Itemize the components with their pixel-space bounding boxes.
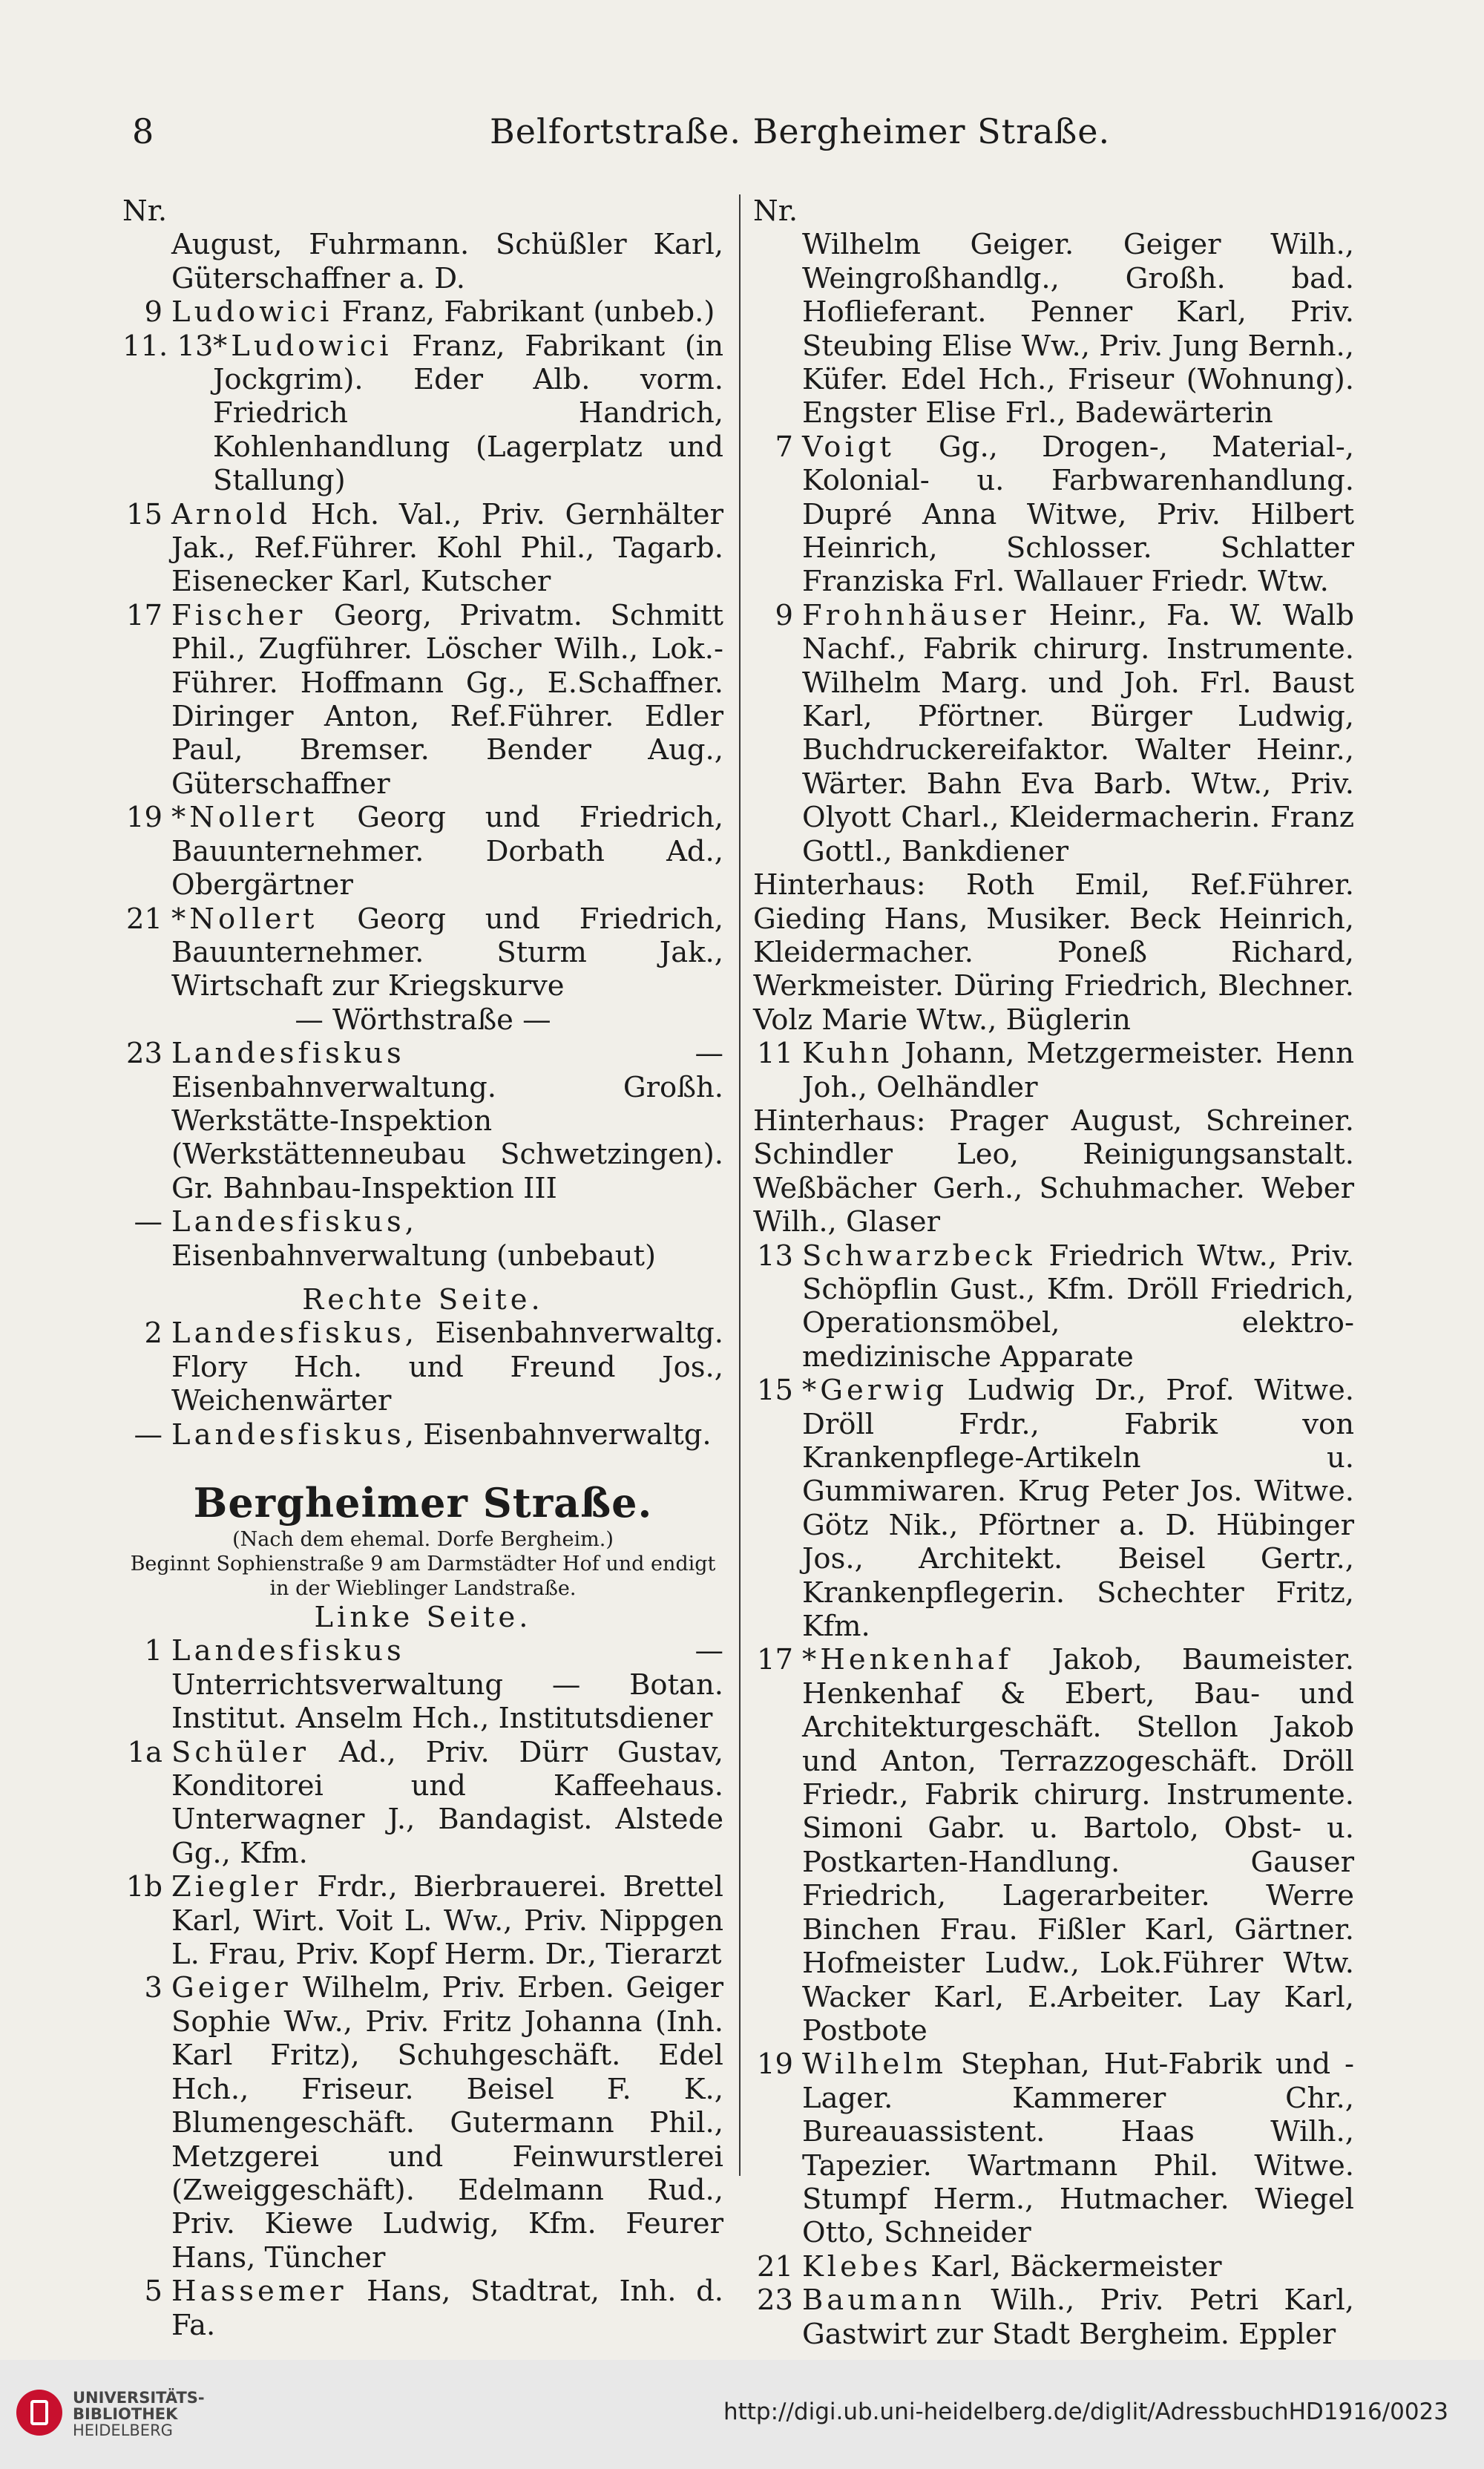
owner-name: Ziegler [171, 1870, 301, 1904]
street-note: (Nach dem ehemal. Dorfe Bergheim.) [232, 1528, 614, 1552]
owner-name: Schwarzbeck [802, 1239, 1036, 1273]
entry-text: Heinr., Fa. W. Walb Nachf., Fabrik chirurg. Instrumente. Wilhelm Marg. und Joh. Frl. Baust Karl, Pförtner. Bürger Ludwig, Buchdruckereifaktor. Walter Heinr., Wärter. Bahn Eva Barb. Wtw., Priv. Olyott Charl., Kleidermacherin. Franz Gottl., Bankdiener [802, 598, 1354, 868]
house-number: 15 [126, 497, 162, 531]
entry-text: Gg., Drogen-, Material-, Kolonial- u. Farbwarenhandlung. Dupré Anna Witwe, Priv. Hilbert Heinrich, Schlosser. Schlatter Franziska Frl. Wallauer Friedr. Wtw. [802, 430, 1354, 599]
owner-name: *Ludowici [213, 329, 393, 363]
address-entry [122, 1205, 723, 1273]
house-number: 19 [126, 801, 162, 835]
right-column [753, 194, 1354, 2351]
owner-name: Landesfiskus [171, 1205, 405, 1239]
owner-name: Landesfiskus [171, 1417, 405, 1452]
owner-name: Schüler [171, 1735, 310, 1769]
house-number: 17 [126, 598, 162, 632]
nr-heading: Nr. [753, 194, 798, 228]
address-entry [122, 1634, 723, 1735]
side-heading-right: Rechte Seite. [302, 1282, 544, 1317]
university-seal-icon [16, 2390, 62, 2436]
entry-continuation: August, Fuhrmann. Schüßler Karl, Güterschaffner a. D. [171, 228, 723, 295]
house-number: 11 [757, 1037, 793, 1071]
address-entry [122, 1418, 723, 1452]
hinterhaus-note: Hinterhaus: Prager August, Schreiner. Schindler Leo, Reinigungsanstalt. Weßbächer Gerh., Schuhmacher. Weber Wilh., Glaser [753, 1104, 1354, 1239]
owner-name: Voigt [802, 430, 895, 464]
house-number: 23 [126, 1037, 162, 1071]
entry-text: , Eisenbahnverwaltg. Flory Hch. und Freund Jos., Weichenwärter [171, 1317, 723, 1418]
house-number: 5 [144, 2275, 162, 2309]
house-number: 3 [144, 1971, 162, 2005]
house-number: 9 [775, 598, 793, 632]
viewer-footer-bar [0, 2360, 1484, 2469]
entry-text: Georg, Privatm. Schmitt Phil., Zugführer. Löscher Wilh., Lok.-Führer. Hoffmann Gg., E.Schaffner. Diringer Anton, Ref.Führer. Edler Paul, Bremser. Bender Aug., Güterschaffner [171, 598, 723, 801]
address-entry [122, 1037, 723, 1205]
address-entry [753, 2250, 1354, 2283]
running-head: Belfortstraße. Bergheimer Straße. [490, 111, 1111, 151]
address-entry [753, 430, 1354, 599]
entry-text: Wilh., Priv. Petri Karl, Gastwirt zur Stadt Bergheim. Eppler [802, 2283, 1354, 2351]
owner-name: Klebes [802, 2249, 922, 2283]
entry-text: Franz, Fabrikant (unbeb.) [332, 295, 715, 329]
address-entry [122, 1317, 723, 1417]
owner-name: Landesfiskus [171, 1037, 405, 1071]
owner-name: Geiger [171, 1971, 292, 2005]
page-number: 8 [132, 111, 154, 151]
owner-name: Ludowici [171, 295, 333, 329]
house-number: 23 [757, 2283, 793, 2318]
house-number: — [134, 1205, 162, 1239]
entry-text: Georg und Friedrich, Bauunternehmer. Dorbath Ad., Obergärtner [171, 801, 723, 902]
entry-text: , Eisenbahnverwaltung (unbebaut) [171, 1205, 656, 1273]
entry-list [122, 1317, 723, 1452]
street-title: Bergheimer Straße. [193, 1479, 653, 1527]
address-entry [122, 1870, 723, 1971]
owner-name: Arnold [171, 497, 292, 531]
house-number: 21 [757, 2249, 793, 2283]
entry-text: Johann, Metzgermeister. Henn Joh., Oelhändler [802, 1037, 1354, 1104]
address-entry [753, 1643, 1354, 2047]
house-number: 9 [144, 295, 162, 329]
house-number: 13 [757, 1239, 793, 1273]
hinterhaus-note: Hinterhaus: Roth Emil, Ref.Führer. Gieding Hans, Musiker. Beck Heinrich, Kleidermacher. Poneß Richard, Werkmeister. Düring Friedrich, Blechner. Volz Marie Wtw., Büglerin [753, 868, 1354, 1037]
left-column [122, 194, 723, 2342]
house-number: 17 [757, 1643, 793, 1677]
entry-list [122, 1037, 723, 1273]
owner-name: Hassemer [171, 2275, 347, 2309]
side-heading-left: Linke Seite. [314, 1601, 532, 1635]
entry-text: Franz, Fabrikant (in Jockgrim). Eder Alb. vorm. Friedrich Handrich, Kohlenhandlung (Lagerplatz und Stallung) [213, 329, 723, 498]
house-number: 15 [757, 1374, 793, 1408]
street-description: Beginnt Sophienstraße 9 am Darmstädter Hof und endigt in der Wieblinger Landstraße. [130, 1552, 716, 1601]
address-entry [122, 1736, 723, 1871]
owner-name: Wilhelm [802, 2047, 947, 2082]
house-number: — [134, 1417, 162, 1452]
address-entry [753, 2047, 1354, 2249]
house-number: 21 [126, 902, 162, 936]
entry-text: Wilhelm, Priv. Erben. Geiger Sophie Ww., Priv. Fritz Johanna (Inh. Karl Fritz), Schuhgeschäft. Edel Hch., Friseur. Beisel F. K., Blumengeschäft. Gutermann Phil., Metzgerei und Feinwurstlerei (Zweiggeschäft). Edelmann Rud., Priv. Kiewe Ludwig, Kfm. Feurer Hans, Tüncher [171, 1971, 723, 2275]
address-entry [122, 599, 723, 801]
entry-list [122, 295, 723, 1003]
address-entry [122, 295, 723, 329]
owner-name: *Gerwig [802, 1374, 948, 1408]
owner-name: Landesfiskus [171, 1317, 405, 1351]
owner-name: Baumann [802, 2283, 966, 2318]
address-entry [122, 329, 723, 498]
address-entry [122, 2275, 723, 2342]
address-entry [753, 1374, 1354, 1643]
library-name: UNIVERSITÄTS- BIBLIOTHEK HEIDELBERG [73, 2389, 205, 2439]
entry-list [753, 1239, 1354, 2351]
house-number: 1 [144, 1634, 162, 1668]
column-divider [739, 194, 741, 2176]
permalink-url[interactable]: http://digi.ub.uni-heidelberg.de/diglit/AdressbuchHD1916/0023 [723, 2398, 1448, 2425]
entry-text: — Unterrichtsverwaltung — Botan. Institut. Anselm Hch., Institutsdiener [171, 1634, 723, 1736]
entry-list [753, 430, 1354, 868]
entry-text: Friedrich Wtw., Priv. Schöpflin Gust., Kfm. Dröll Friedrich, Operationsmöbel, elektro-medizinische Apparate [802, 1239, 1354, 1374]
entry-text: Ludwig Dr., Prof. Witwe. Dröll Frdr., Fabrik von Krankenpflege-Artikeln u. Gummiwaren. Krug Peter Jos. Witwe. Götz Nik., Pförtner a. D. Hübinger Jos., Architekt. Beisel Gertr., Krankenpflegerin. Schechter Fritz, Kfm. [802, 1374, 1354, 1644]
address-entry [753, 2283, 1354, 2351]
entry-list [753, 1037, 1354, 1104]
entry-text: Frdr., Bierbrauerei. Brettel Karl, Wirt. Voit L. Ww., Priv. Nippgen L. Frau, Priv. Kopf Herm. Dr., Tierarzt [171, 1870, 723, 1972]
address-entry [753, 1239, 1354, 1374]
address-entry [122, 498, 723, 599]
owner-name: Landesfiskus [171, 1634, 405, 1668]
owner-name: Frohnhäuser [802, 598, 1030, 632]
house-number: 11. 13 [122, 329, 214, 363]
house-number: 19 [757, 2047, 793, 2082]
address-entry [753, 599, 1354, 868]
house-number: 1a [127, 1735, 162, 1769]
owner-name: *Henkenhaf [802, 1643, 1013, 1677]
entry-continuation: Wilhelm Geiger. Geiger Wilh., Weingroßhandlg., Großh. bad. Hoflieferant. Penner Karl, Priv. Steubing Elise Ww., Priv. Jung Bernh., Küfer. Edel Hch., Friseur (Wohnung). Engster Elise Frl., Badewärterin [802, 228, 1354, 430]
entry-text: , Eisenbahnverwaltg. [404, 1417, 712, 1452]
entry-list [122, 1634, 723, 2342]
owner-name: Fischer [171, 598, 306, 632]
owner-name: *Nollert [171, 801, 318, 835]
entry-text: Hch. Val., Priv. Gernhälter Jak., Ref.Führer. Kohl Phil., Tagarb. Eisenecker Karl, Kutscher [171, 497, 723, 599]
entry-text: Hans, Stadtrat, Inh. d. Fa. [171, 2275, 723, 2342]
address-entry [122, 902, 723, 1003]
entry-text: Jakob, Baumeister. Henkenhaf & Ebert, Bau- und Architekturgeschäft. Stellon Jakob und Anton, Terrazzogeschäft. Dröll Friedr., Fabrik chirurg. Instrumente. Simoni Gabr. u. Bartolo, Obst- u. Postkarten-Handlung. Gauser Friedrich, Lagerarbeiter. Werre Binchen Frau. Fißler Karl, Gärtner. Hofmeister Ludw., Lok.Führer Wtw. Wacker Karl, E.Arbeiter. Lay Karl, Postbote [802, 1643, 1354, 2047]
entry-text: Ad., Priv. Dürr Gustav, Konditorei und Kaffeehaus. Unterwagner J., Bandagist. Alstede Gg., Kfm. [171, 1735, 723, 1870]
entry-text: Georg und Friedrich, Bauunternehmer. Sturm Jak., Wirtschaft zur Kriegskurve [171, 902, 723, 1003]
entry-text: — Eisenbahnverwaltung. Großh. Werkstätte-Inspektion (Werkstättenneubau Schwetzingen). Gr. Bahnbau-Inspektion III [171, 1037, 723, 1205]
house-number: 7 [775, 430, 793, 464]
address-entry [122, 801, 723, 902]
address-entry [122, 1971, 723, 2275]
owner-name: *Nollert [171, 902, 318, 936]
entry-text: Stephan, Hut-Fabrik und -Lager. Kammerer Chr., Bureauassistent. Haas Wilh., Tapezier. Wartmann Phil. Witwe. Stumpf Herm., Hutmacher. Wiegel Otto, Schneider [802, 2047, 1354, 2250]
entry-text: Karl, Bäckermeister [922, 2249, 1222, 2283]
house-number: 2 [144, 1317, 162, 1351]
cross-street: — Wörthstraße — [295, 1003, 551, 1037]
address-entry [753, 1037, 1354, 1104]
nr-heading: Nr. [122, 194, 168, 228]
owner-name: Kuhn [802, 1037, 893, 1071]
house-number: 1b [125, 1870, 162, 1904]
